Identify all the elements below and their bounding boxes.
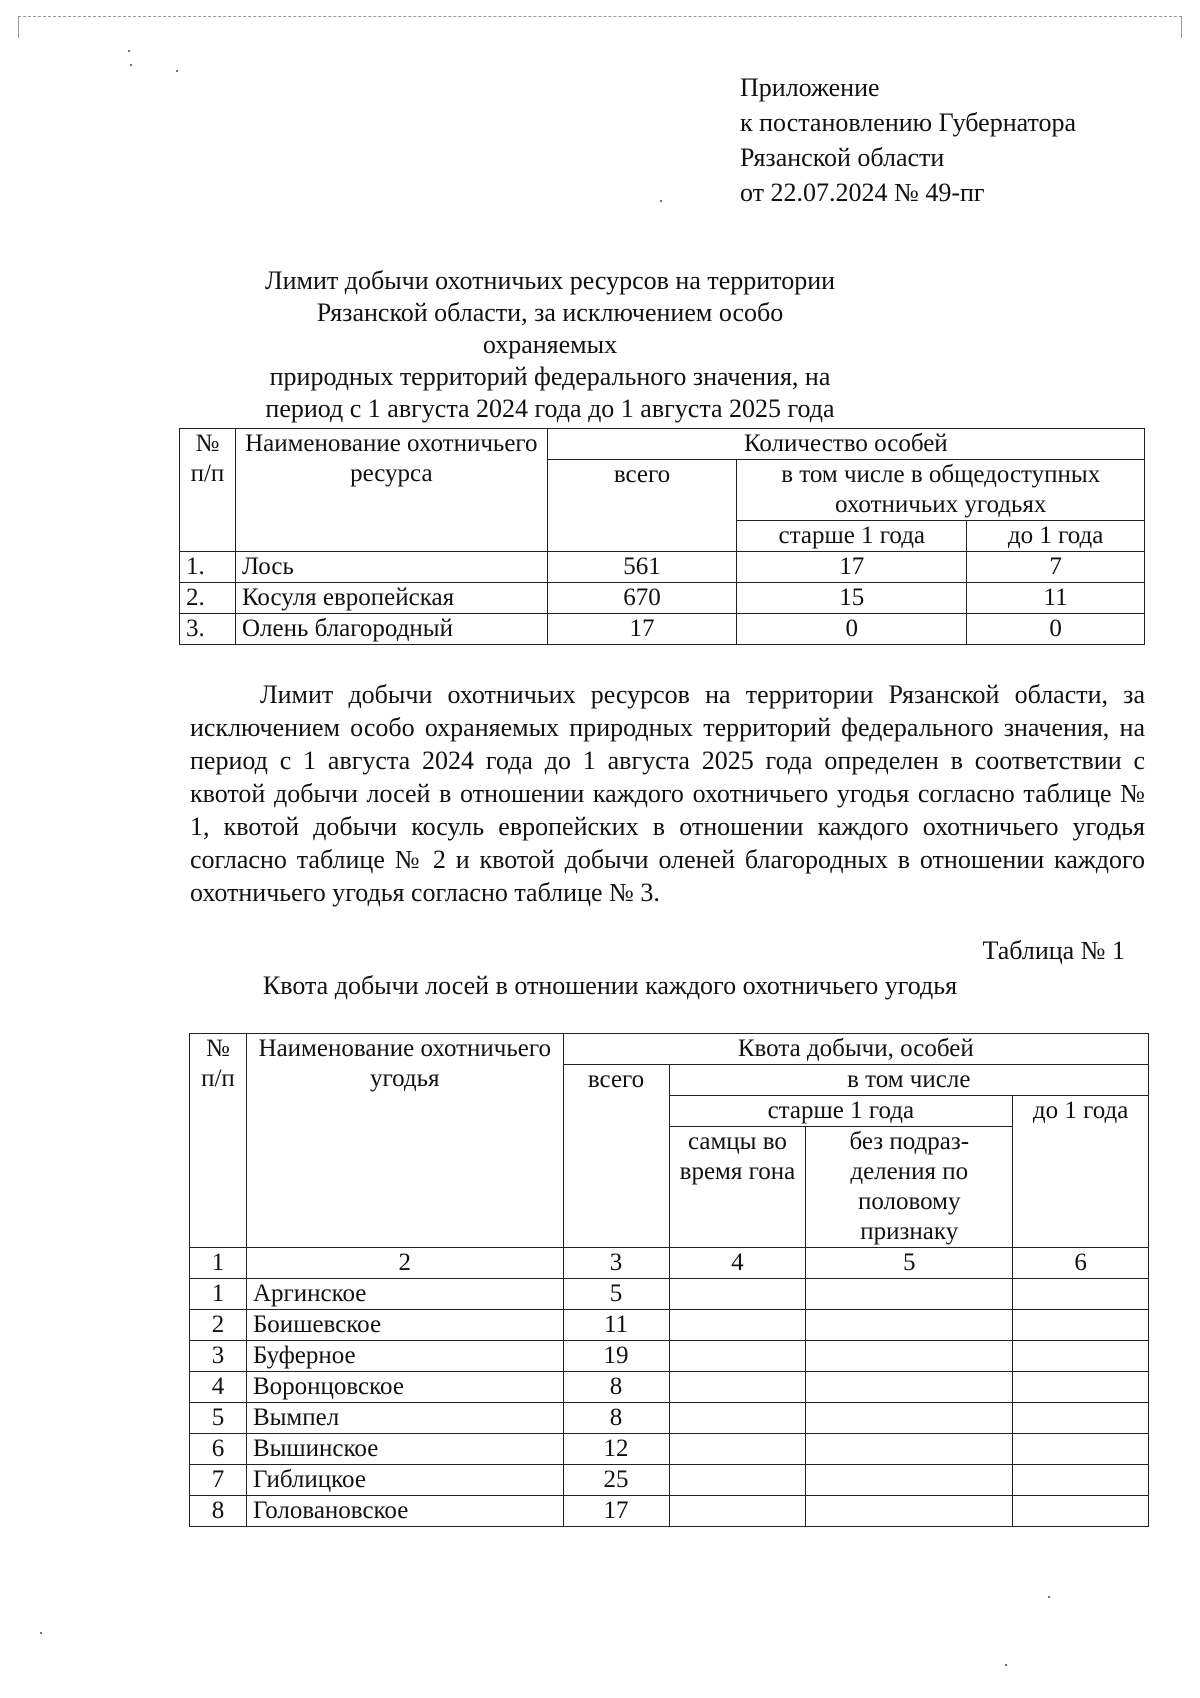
row-total: 561 <box>547 552 737 583</box>
row-under: 0 <box>967 614 1145 645</box>
col-including-header: в том числе <box>669 1065 1149 1096</box>
title-line: период с 1 августа 2024 года до 1 августа 2025 года <box>265 394 835 423</box>
body-paragraph: Лимит добычи охотничьих ресурсов на территории Рязанской области, за исключением особо охраняемых природных территорий федерального значения, на период с 1 августа 2024 года до 1 августа 2025 года определен в соответствии с квотой добычи лосей в отношении каждого охотничьего угодья согласно таблице № 1, квотой добычи косуль европейских в отношении каждого охотничьего угодья согласно таблице № 2 и квотой добычи оленей благородных в отношении каждого охотничьего угодья согласно таблице № 3. <box>190 680 1145 907</box>
scan-speck <box>128 50 130 52</box>
row-under <box>1013 1372 1149 1403</box>
table-row <box>190 1434 1149 1465</box>
row-total: 5 <box>563 1279 669 1310</box>
title-line: Лимит добычи охотничьих ресурсов на территории <box>264 266 836 295</box>
col-total-header: всего <box>563 1065 669 1248</box>
row-males <box>669 1341 806 1372</box>
row-nosex <box>806 1465 1013 1496</box>
row-name: Гиблицкое <box>246 1465 563 1496</box>
scan-speck <box>660 200 662 202</box>
col-count-header: Количество особей <box>547 429 1144 460</box>
table1-title: Квота добычи лосей в отношении каждого охотничьего угодья <box>262 971 958 1000</box>
row-under: 7 <box>967 552 1145 583</box>
row-males <box>669 1496 806 1527</box>
row-total: 12 <box>563 1434 669 1465</box>
row-nosex <box>806 1341 1013 1372</box>
row-under <box>1013 1310 1149 1341</box>
col-number: 5 <box>806 1248 1013 1279</box>
row-total: 25 <box>563 1465 669 1496</box>
table-row <box>190 1465 1149 1496</box>
row-nosex <box>806 1403 1013 1434</box>
table-row <box>180 583 1145 614</box>
row-name: Буферное <box>246 1341 563 1372</box>
col-num-header: № п/п <box>190 1034 247 1248</box>
row-nosex <box>806 1496 1013 1527</box>
table-row <box>190 1279 1149 1310</box>
row-name: Воронцовское <box>246 1372 563 1403</box>
row-num: 1. <box>180 552 236 583</box>
scan-speck <box>1005 1664 1007 1666</box>
col-num-header: № п/п <box>180 429 236 552</box>
col-older-header: старше 1 года <box>669 1096 1013 1127</box>
title-line: природных территорий федерального значения, на <box>269 362 831 391</box>
col-public-header: в том числе в общедоступных охотничьих угодьях <box>737 460 1145 521</box>
row-total: 8 <box>563 1403 669 1434</box>
row-nosex <box>806 1434 1013 1465</box>
table-row <box>190 1310 1149 1341</box>
row-total: 19 <box>563 1341 669 1372</box>
row-num: 3. <box>180 614 236 645</box>
row-num: 2 <box>190 1310 247 1341</box>
appendix-date: от 22.07.2024 № 49-пг <box>740 178 985 207</box>
scan-speck <box>130 64 132 66</box>
row-num: 5 <box>190 1403 247 1434</box>
row-num: 2. <box>180 583 236 614</box>
row-males <box>669 1310 806 1341</box>
col-number: 4 <box>669 1248 806 1279</box>
row-males <box>669 1279 806 1310</box>
appendix-line: Приложение <box>740 73 880 102</box>
appendix-line: к постановлению Губернатора <box>740 108 1077 137</box>
row-num: 6 <box>190 1434 247 1465</box>
col-number: 3 <box>563 1248 669 1279</box>
row-name: Аргинское <box>246 1279 563 1310</box>
row-under <box>1013 1279 1149 1310</box>
row-males <box>669 1372 806 1403</box>
scan-speck <box>1048 1596 1050 1598</box>
row-name: Боишевское <box>246 1310 563 1341</box>
row-under: 11 <box>967 583 1145 614</box>
table-row <box>180 614 1145 645</box>
table-row <box>190 1341 1149 1372</box>
row-nosex <box>806 1279 1013 1310</box>
row-under <box>1013 1496 1149 1527</box>
table-row <box>190 1372 1149 1403</box>
col-males-header: самцы во время гона <box>669 1127 806 1248</box>
col-number: 6 <box>1013 1248 1149 1279</box>
row-total: 670 <box>547 583 737 614</box>
col-name-header: Наименование охотничьего ресурса <box>235 429 547 552</box>
col-quota-header: Квота добычи, особей <box>563 1034 1148 1065</box>
table-row <box>180 552 1145 583</box>
col-under-header: до 1 года <box>967 521 1145 552</box>
row-name: Косуля европейская <box>235 583 547 614</box>
row-older: 17 <box>737 552 967 583</box>
table1-label: Таблица № 1 <box>982 936 1125 965</box>
scan-top-edge <box>18 16 1182 17</box>
scan-right-edge <box>1181 16 1182 38</box>
row-total: 17 <box>563 1496 669 1527</box>
row-num: 3 <box>190 1341 247 1372</box>
row-num: 8 <box>190 1496 247 1527</box>
col-older-header: старше 1 года <box>737 521 967 552</box>
table-row <box>190 1496 1149 1527</box>
row-nosex <box>806 1372 1013 1403</box>
col-under-header: до 1 года <box>1013 1096 1149 1248</box>
row-name: Лось <box>235 552 547 583</box>
row-under <box>1013 1465 1149 1496</box>
row-males <box>669 1434 806 1465</box>
row-num: 1 <box>190 1279 247 1310</box>
title-line: Рязанской области, за исключением особо охраняемых <box>316 298 784 359</box>
col-name-header: Наименование охотничьего угодья <box>246 1034 563 1248</box>
col-total-header: всего <box>547 460 737 552</box>
row-older: 0 <box>737 614 967 645</box>
row-num: 4 <box>190 1372 247 1403</box>
row-older: 15 <box>737 583 967 614</box>
col-number: 1 <box>190 1248 247 1279</box>
row-name: Головановское <box>246 1496 563 1527</box>
scan-speck <box>176 70 178 72</box>
quota-table <box>189 1033 1149 1527</box>
row-under <box>1013 1434 1149 1465</box>
row-nosex <box>806 1310 1013 1341</box>
row-name: Вышинское <box>246 1434 563 1465</box>
row-total: 11 <box>563 1310 669 1341</box>
column-number-row <box>190 1248 1149 1279</box>
appendix-block <box>740 70 1076 210</box>
document-title <box>250 265 850 425</box>
scan-left-edge <box>18 16 19 38</box>
row-males <box>669 1403 806 1434</box>
row-num: 7 <box>190 1465 247 1496</box>
row-total: 17 <box>547 614 737 645</box>
appendix-line: Рязанской области <box>740 143 945 172</box>
col-nosex-header: без подраз-деления по половому признаку <box>806 1127 1013 1248</box>
row-name: Вымпел <box>246 1403 563 1434</box>
row-under <box>1013 1403 1149 1434</box>
row-under <box>1013 1341 1149 1372</box>
scan-speck <box>40 1632 42 1634</box>
col-number: 2 <box>246 1248 563 1279</box>
table-row <box>190 1403 1149 1434</box>
limit-table <box>179 428 1145 645</box>
row-total: 8 <box>563 1372 669 1403</box>
row-name: Олень благородный <box>235 614 547 645</box>
row-males <box>669 1465 806 1496</box>
